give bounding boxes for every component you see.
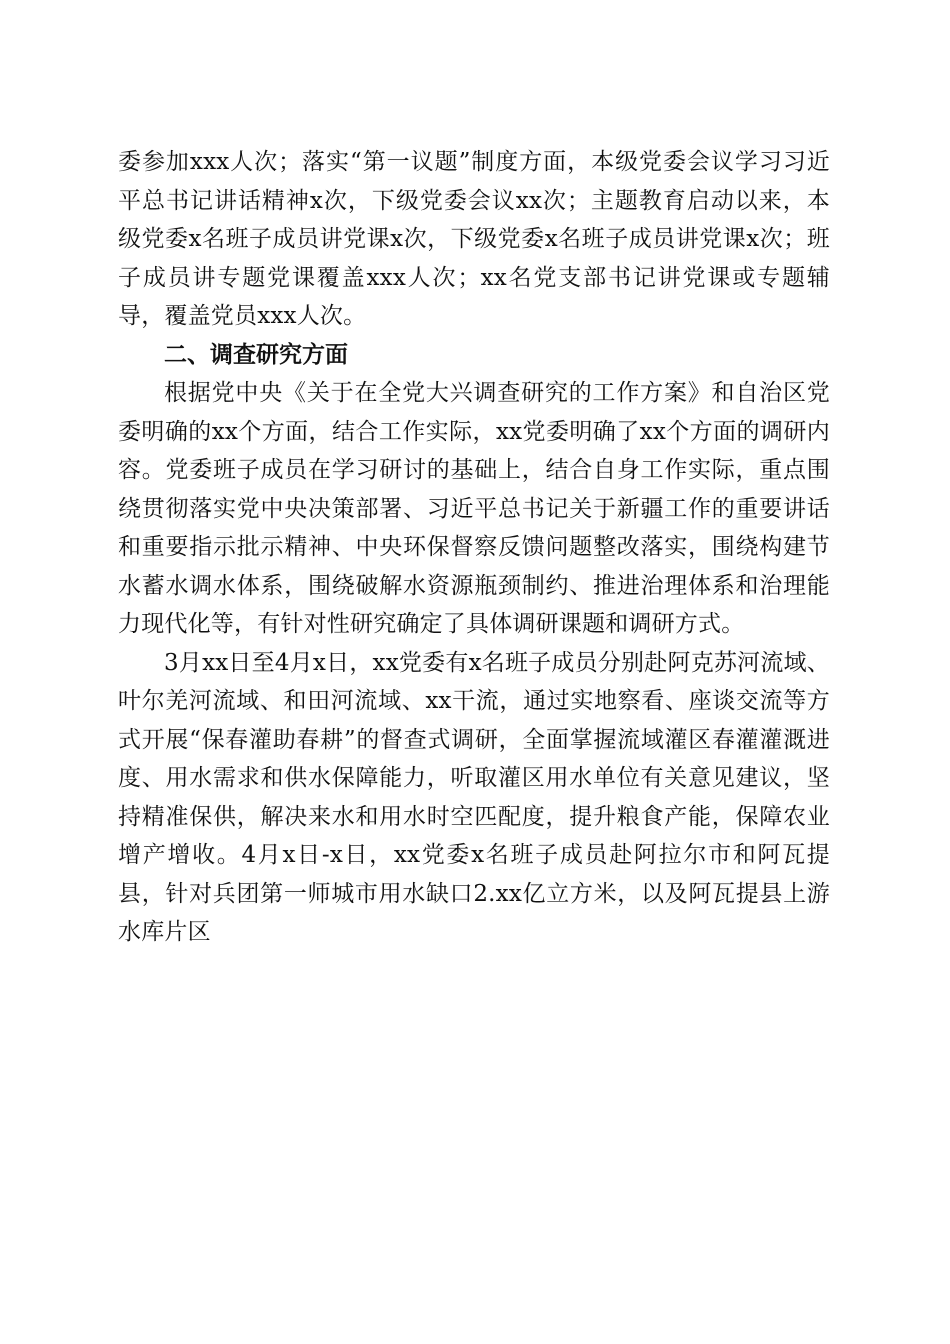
paragraph-field-research: 3月xx日至4月x日，xx党委有x名班子成员分别赴阿克苏河流域、叶尔羌河流域、和田河流域、xx干流，通过实地察看、座谈交流等方式开展“保春灌助春耕”的督查式调研，全面掌握流域灌区春灌灌溉进度、用水需求和供水保障能力，听取灌区用水单位有关意见建议，坚持精准保供，解决来水和用水时空匹配度，提升粮食产能，保障农业增产增收。4月x日-x日，xx党委x名班子成员赴阿拉尔市和阿瓦提县，针对兵团第一师城市用水缺口2.xx亿立方米，以及阿瓦提县上游水库片区: [118, 649, 830, 945]
section-heading-research: 二、调查研究方面: [164, 341, 348, 368]
paragraph-research-plan: 根据党中央《关于在全党大兴调查研究的工作方案》和自治区党委明确的xx个方面，结合工作实际，xx党委明确了xx个方面的调研内容。党委班子成员在学习研讨的基础上，结合自身工作实际，重点围绕贯彻落实党中央决策部署、习近平总书记关于新疆工作的重要讲话和重要指示批示精神、中央环保督察反馈问题整改落实，围绕构建节水蓄水调水体系，围绕破解水资源瓶颈制约、推进治理体系和治理能力现代化等，有针对性研究确定了具体调研课题和调研方式。: [118, 380, 830, 637]
document-body: [118, 143, 830, 952]
paragraph-continuation: 委参加xxx人次；落实“第一议题”制度方面，本级党委会议学习习近平总书记讲话精神x次，下级党委会议xx次；主题教育启动以来，本级党委x名班子成员讲党课x次，下级党委x名班子成员讲党课x次；班子成员讲专题党课覆盖xxx人次；xx名党支部书记讲党课或专题辅导，覆盖党员xxx人次。: [118, 149, 830, 329]
